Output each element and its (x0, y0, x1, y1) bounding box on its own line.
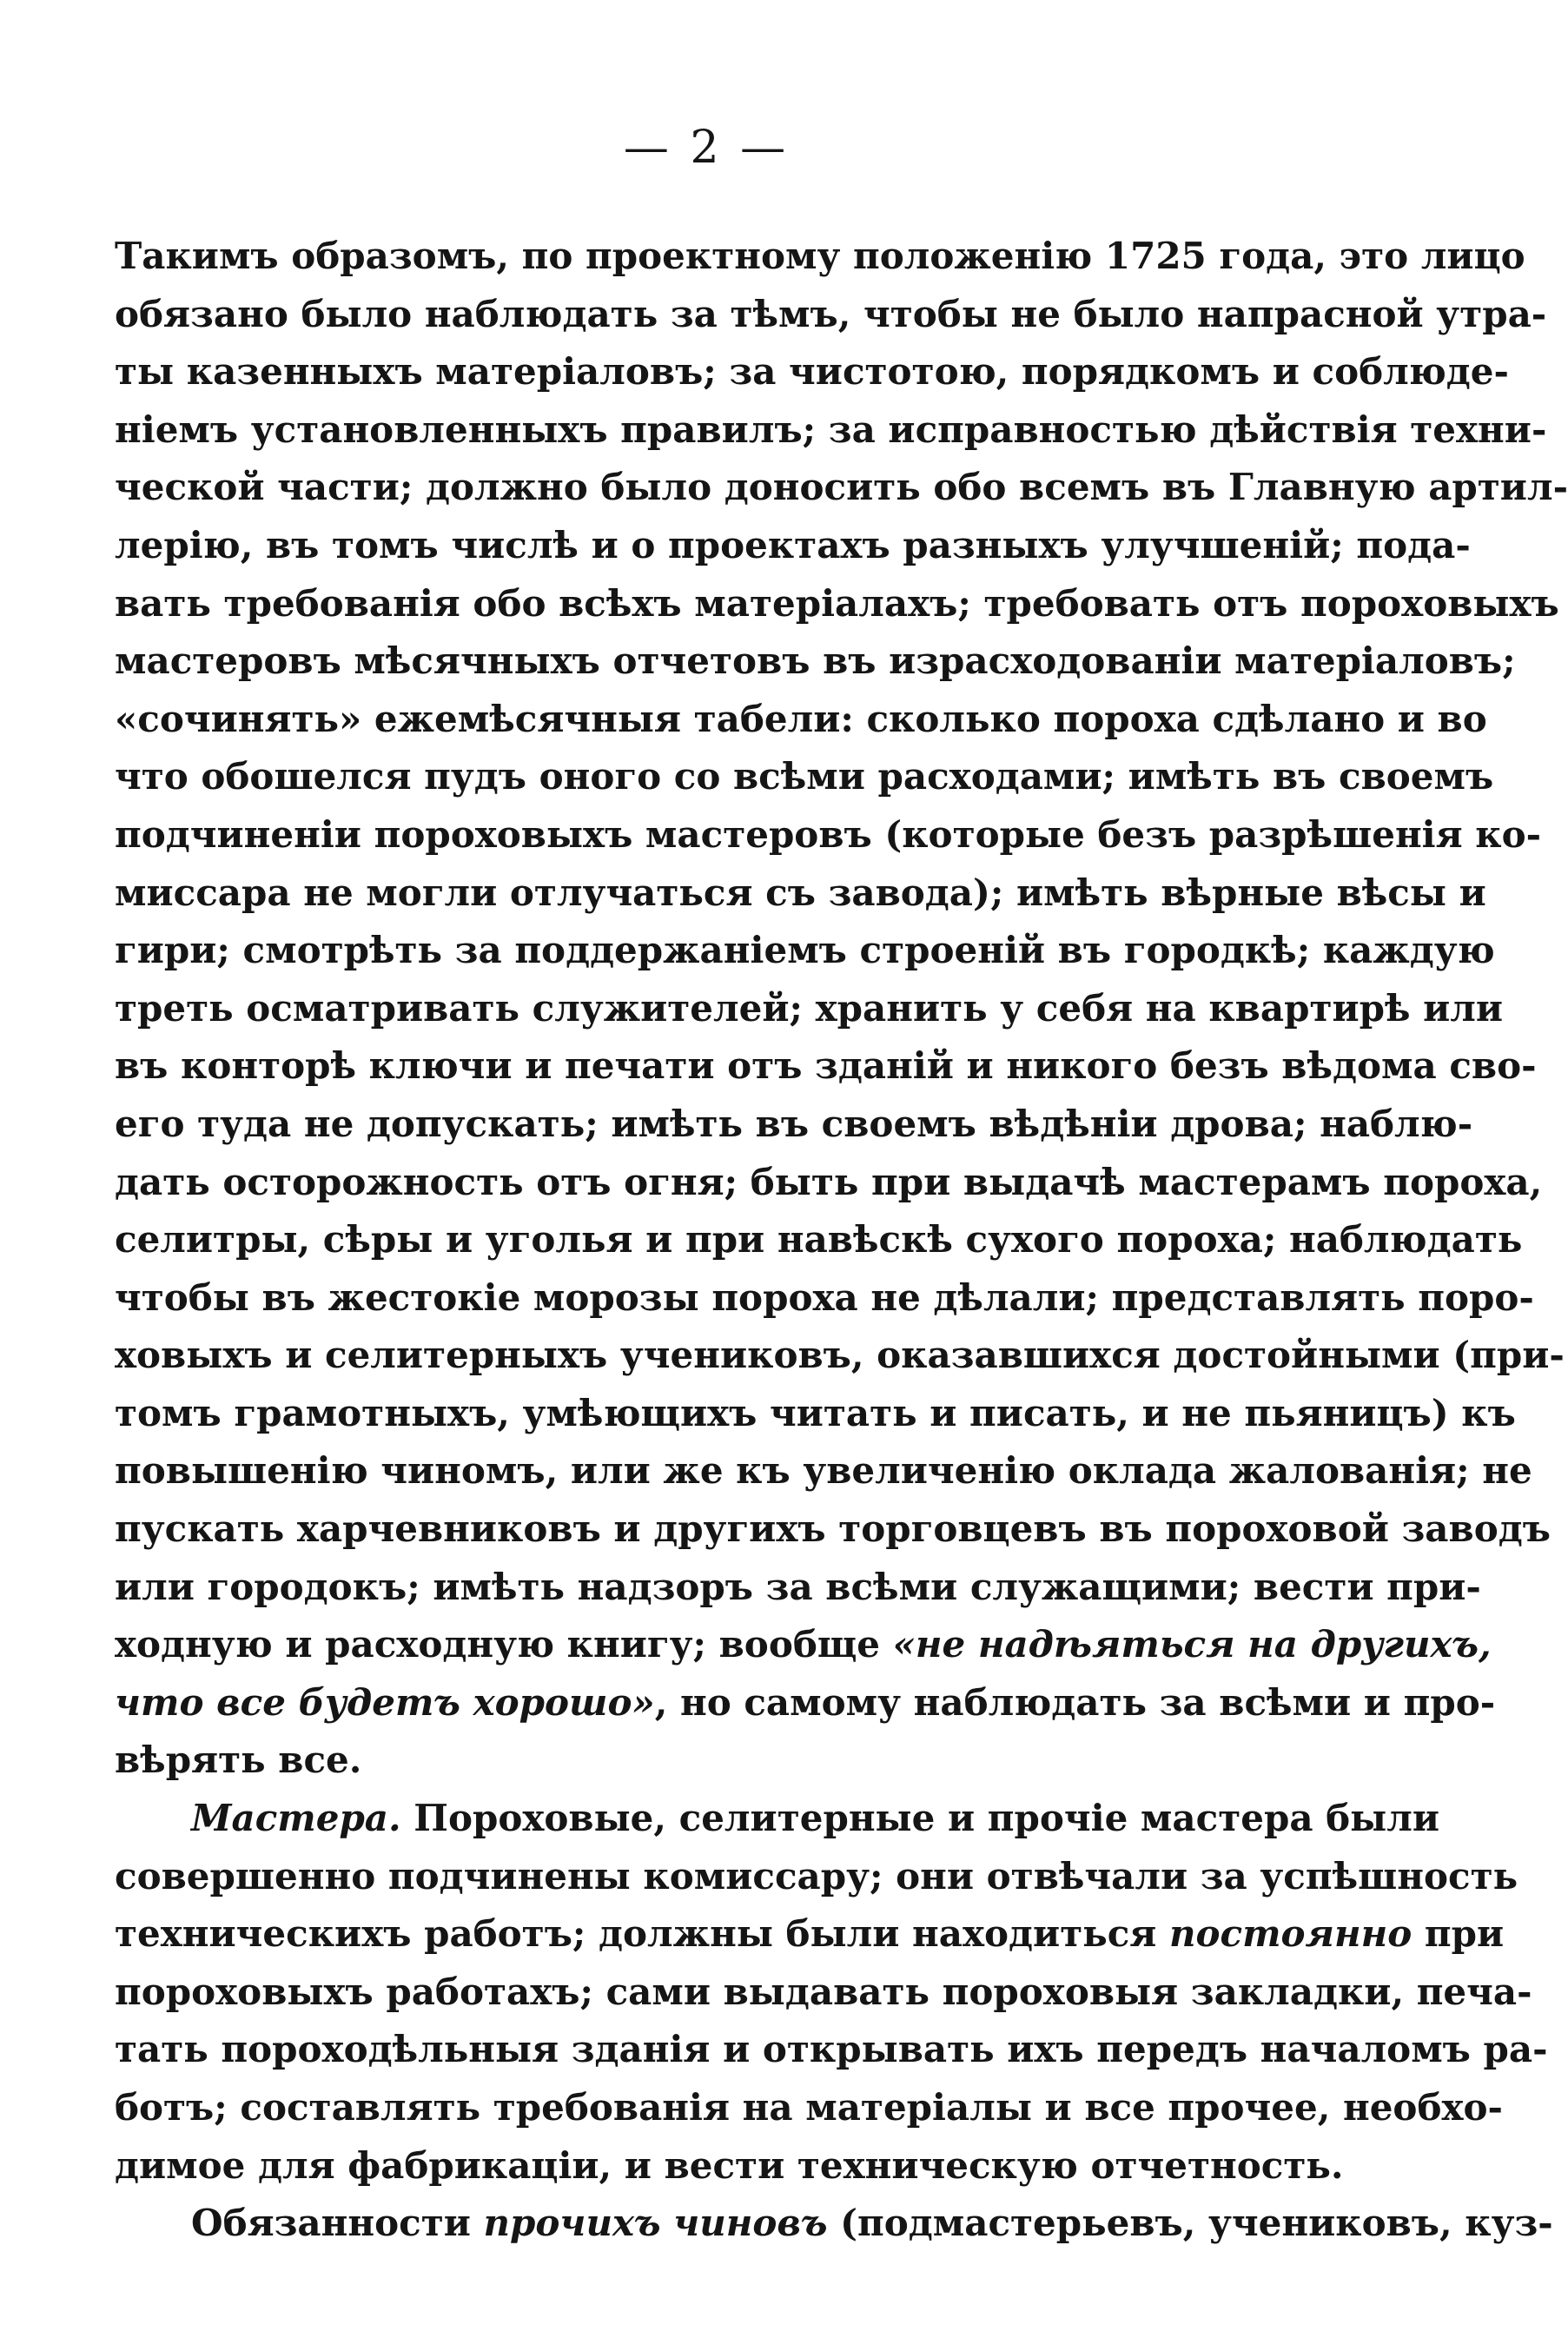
text-line-with-italic (115, 1616, 1492, 1674)
text-run: ходную и расходную книгу; вообще (115, 1623, 893, 1666)
text-line: треть осматривать служителей; хранить у себя на квартирѣ или (115, 986, 1504, 1030)
text-line: ботъ; составлять требованія на матеріалы и все прочее, необхо- (115, 2086, 1503, 2129)
body-text (115, 228, 1568, 2253)
text-line: повышенію чиномъ, или же къ увеличенію оклада жалованія; не (115, 1449, 1532, 1493)
italic-heading: Мастера. (191, 1797, 401, 1840)
italic-word: постоянно (1168, 1912, 1413, 1956)
text-line: Такимъ образомъ, по проектному положенію 1725 года, это лицо (115, 235, 1525, 277)
italic-quote: «не надѣяться на другихъ, (892, 1623, 1492, 1666)
text-line: дать осторожность отъ огня; быть при выдачѣ мастерамъ пороха, (115, 1160, 1543, 1203)
text-line: пускать харчевниковъ и другихъ торговцевъ въ пороховой заводъ (115, 1507, 1551, 1551)
text-line: томъ грамотныхъ, умѣющихъ читать и писать, и не пьяницъ) къ (115, 1391, 1516, 1434)
text-run: техническихъ работъ; должны были находиться (115, 1912, 1169, 1956)
text-line: вать требованія обо всѣхъ матеріалахъ; требовать отъ пороховыхъ (115, 581, 1559, 625)
text-run: , но самому наблюдать за всѣми и про- (654, 1680, 1496, 1724)
text-line: вѣрять все. (115, 1739, 362, 1782)
text-line: или городокъ; имѣть надзоръ за всѣми служащими; вести при- (115, 1565, 1481, 1608)
text-line: обязано было наблюдать за тѣмъ, чтобы не было напрасной утра- (115, 292, 1547, 335)
text-line: тать пороходѣльныя зданія и открывать ихъ передъ началомъ ра- (115, 2028, 1548, 2071)
text-line: ховыхъ и селитерныхъ учениковъ, оказавшихся достойными (при- (115, 1334, 1565, 1377)
paragraph-3 (115, 2195, 1553, 2253)
text-line: совершенно подчинены комиссару; они отвѣчали за успѣшность (115, 1854, 1518, 1898)
text-line: миссара не могли отлучаться съ завода); имѣть вѣрные вѣсы и (115, 871, 1486, 914)
text-line: гири; смотрѣть за поддержаніемъ строеній въ городкѣ; каждую (115, 929, 1495, 972)
text-line: димое для фабрикаціи, и вести техническую отчетность. (115, 2143, 1344, 2187)
italic-quote: что все будетъ хорошо» (115, 1680, 655, 1724)
paragraph-1 (115, 228, 1568, 1790)
text-line: пороховыхъ работахъ; сами выдавать пороховыя закладки, печа- (115, 1970, 1532, 2013)
page-number: — 2 — (623, 122, 790, 174)
text-line: что обошелся пудъ оного со всѣми расходами; имѣть въ своемъ (115, 755, 1494, 798)
text-line: ніемъ установленныхъ правилъ; за исправностью дѣйствія техни- (115, 407, 1547, 451)
text-line-with-italic (115, 1790, 1440, 1848)
text-line: мастеровъ мѣсячныхъ отчетовъ въ израсходованіи матеріаловъ; (115, 639, 1516, 683)
paragraph-2 (115, 1790, 1548, 2195)
text-line: подчиненіи пороховыхъ мастеровъ (которые безъ разрѣшенія ко- (115, 812, 1542, 856)
text-line: его туда не допускать; имѣть въ своемъ вѣдѣніи дрова; наблю- (115, 1102, 1473, 1145)
text-run: Пороховые, селитерные и прочіе мастера были (400, 1797, 1440, 1840)
text-run: (подмастерьевъ, учениковъ, куз- (827, 2202, 1553, 2245)
text-run: Обязанности (191, 2202, 484, 2245)
text-line-with-italic (115, 2195, 1553, 2253)
text-line: селитры, сѣры и уголья и при навѣскѣ сухого пороха; наблюдать (115, 1218, 1523, 1262)
text-line: чтобы въ жестокіе морозы пороха не дѣлали; представлять поро- (115, 1275, 1534, 1319)
text-line: въ конторѣ ключи и печати отъ зданій и никого безъ вѣдома сво- (115, 1044, 1537, 1088)
text-line: «сочинять» ежемѣсячныя табели: сколько пороха сдѣлано и во (115, 697, 1487, 740)
text-line-with-italic (115, 1674, 1496, 1732)
text-line: лерію, въ томъ числѣ и о проектахъ разныхъ улучшеній; пода- (115, 523, 1471, 566)
text-line: ты казенныхъ матеріаловъ; за чистотою, порядкомъ и соблюде- (115, 350, 1509, 394)
italic-phrase: прочихъ чиновъ (483, 2202, 828, 2245)
text-run: при (1412, 1912, 1505, 1956)
text-line: ческой части; должно было доносить обо всемъ въ Главную артил- (115, 466, 1568, 509)
text-line-with-italic (115, 1905, 1505, 1964)
